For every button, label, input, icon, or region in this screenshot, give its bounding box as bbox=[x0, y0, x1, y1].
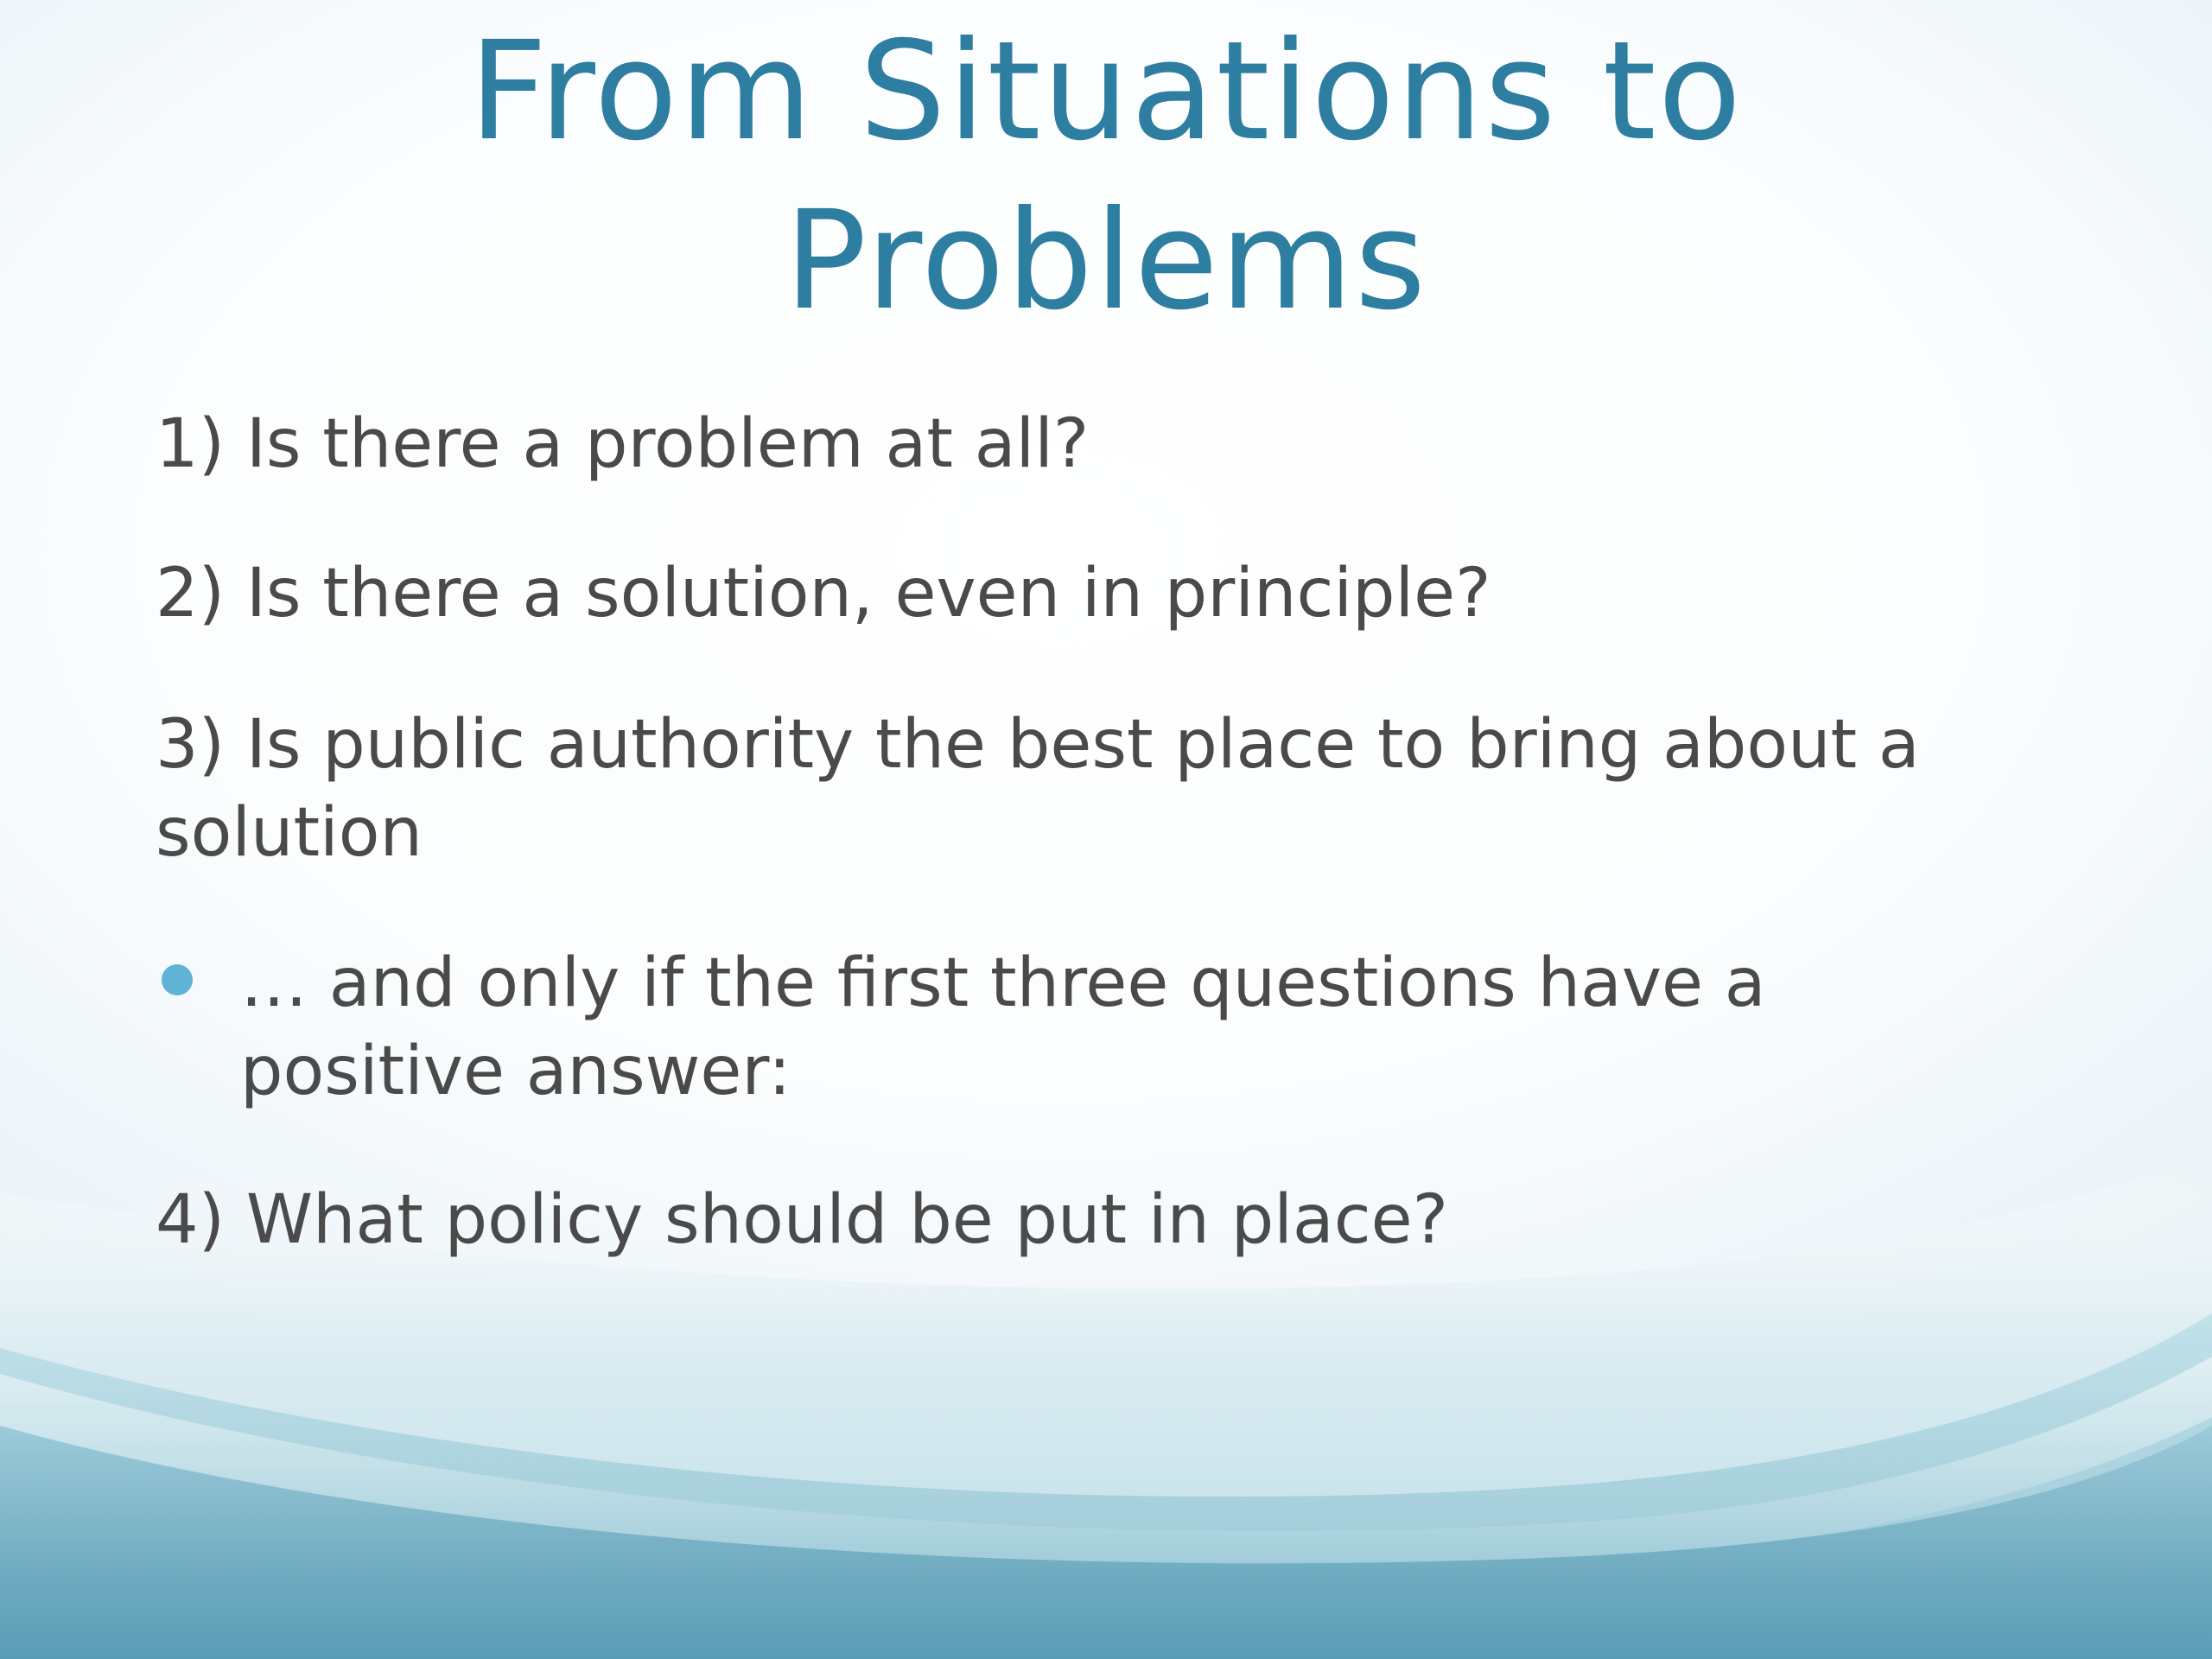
question-2: 2) Is there a solution, even in principle? bbox=[156, 555, 1491, 632]
slide-title-line-1: From Situations to bbox=[468, 12, 1744, 171]
question-1: 1) Is there a problem at all? bbox=[156, 405, 1090, 483]
bullet-icon bbox=[162, 964, 193, 995]
question-4: 4) What policy should be put in place? bbox=[156, 1181, 1448, 1259]
question-3-line-2: solution bbox=[156, 794, 423, 872]
question-3-line-1: 3) Is public authority the best place to bring about a bbox=[156, 706, 1920, 784]
bullet-text-line-1: … and only if the first three questions have a bbox=[240, 944, 1766, 1022]
slide-title-line-2: Problems bbox=[784, 181, 1428, 340]
bullet-text-line-2: positive answer: bbox=[240, 1033, 791, 1110]
